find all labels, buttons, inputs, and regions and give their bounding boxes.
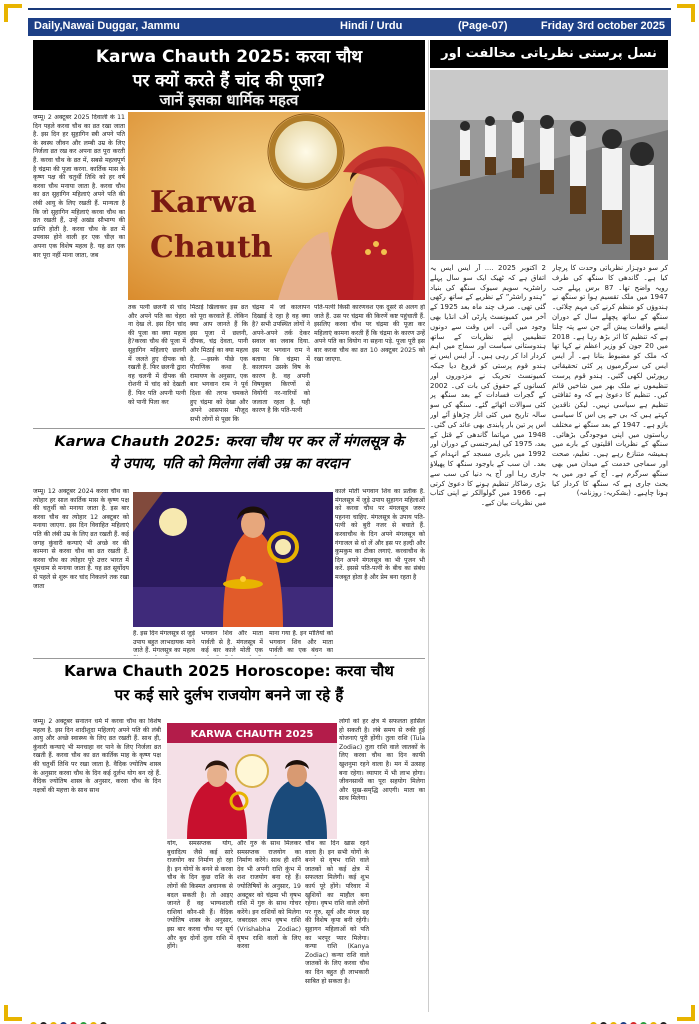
footer bbox=[0, 1012, 699, 1024]
masthead-rule bbox=[28, 8, 671, 10]
article2-headline bbox=[33, 428, 425, 478]
corner-decoration bbox=[677, 4, 695, 22]
illustration-title-2: Chauth bbox=[150, 230, 273, 265]
illustration-title-1: Karwa bbox=[150, 185, 257, 220]
corner-decoration bbox=[4, 1005, 22, 1021]
article3-col2: योग, समसप्तक योग, बुधादित्य जैसे कई सारे राजयोग का निर्माण हो रहा है। इन योगों के बनने से करवा चौथ के दिन कुछ राशि के लोगों की किस्मत अचानक से बदल सकती है। तो आइए जानते हैं वह भाग्यशाली राशियां कौन-सी हैं। वैदिक ज्योतिष शास्त्र के अनुसार, इस बार करवा चौथ पर सूर्य और बुध दोनों तुला राशि में होंगे। bbox=[167, 840, 233, 951]
article1-col5: पति-पत्नी किसी कारणवश एक दूसरे से अलग हो जाते हैं. उस पर चंद्रमा की किरणें कष्ट पहुंचाती हैं. इसलिए करवा चौथ पर चंद्रमा की पूजा कर महिलाएं कामना करती हैं कि चंद्रमा के कारण उन्हें अपने पति का वियोग ना सहना पड़े. पूजा पूरी इस बार करवा चौथ का व्रत 10 अक्टूबर 2025 को रखा जाएगा. bbox=[314, 304, 425, 363]
urdu-col-right: کر سو دوہزار نظریاتی وحدت کا پرچار کیا ہے۔ گاندھی کا سنگھ کی طرف رویہ واضح تھا۔ 87 برس پہلے جب 1947 میں ملک تقسیم ہوا تو سنگھ نے ہندوؤں کو منظم کرنے کی مہم چلائی۔ سنگھ کے ساتھ پچھلے سال کے دوران ایسے واقعات پیش آئے جن سے پتہ چلتا ہے کہ تنظیم کا اثر بڑھ رہا ہے۔ 2018 میں 20 جون کو وزیر اعظم نے کہا تھا کہ ملک کو مضبوط بنانا ہے۔ آر ایس ایس کی سرگرمیوں پر کئی تحقیقاتی رپورٹیں لکھی گئیں۔ ہندو قوم پرست تنظیموں نے ملک بھر میں شاخیں قائم کیں۔ تنظیم کا دعویٰ ہے کہ وہ ثقافتی تنظیم ہے سیاسی نہیں۔ لیکن ناقدین کہتے ہیں کہ بی جے پی اس کا سیاسی بازو ہے۔ 1947 کے بعد سنگھ نے مختلف ریاستوں میں اپنی موجودگی بڑھائی۔ سنگھ کے نظریات اقلیتوں کے بارے میں ہمیشہ متنازع رہے ہیں۔ تعلیم، صحت اور سماجی خدمت کے میدان میں بھی سنگھ سرگرم ہے۔ آج کے دور میں یہ بحث جاری ہے کہ سنگھ کا کردار کیا ہونا چاہیے۔ (بشکریہ: روزنامہ) bbox=[552, 264, 668, 498]
karwa-chauth-illustration bbox=[128, 112, 425, 300]
article2-bottom3: माना गया है. इन मोतियों को भगवान शिव और माता पार्वती का एक बंधन का bbox=[269, 630, 333, 655]
urdu-headline: نسل پرستی نظریاتی مخالفت اور bbox=[430, 40, 668, 68]
masthead bbox=[0, 0, 699, 40]
article1-headline-line3: जानें इसका धार्मिक महत्व bbox=[159, 91, 299, 109]
language-label: Hindi / Urdu bbox=[340, 20, 403, 32]
article2-headline-line1: Karwa Chauth 2025: करवा चौथ पर कर लें मंगलसूत्र के bbox=[54, 434, 404, 450]
rss-march-photo bbox=[430, 70, 668, 260]
illustration-banner: KARWA CHAUTH 2025 bbox=[190, 729, 314, 740]
article3-headline-line1: Karwa Chauth 2025 Horoscope: करवा चौथ bbox=[64, 662, 394, 680]
page-number: (Page-07) bbox=[458, 20, 508, 32]
urdu-section bbox=[430, 40, 668, 1015]
article1-col2: तक पत्नी छलनी से चांद और अपने पति का चेहरा ना देख ले. इस दिन चांद की पूजा का क्या महत्व है?करवा चौथ की पूजा में सुहागिन महिलाएं छलनी में जलते हुए दीपक को रखती हैं. फिर छलनी द्वारा वह चलनी में दीपक की रोशनी में चांद को देखती हैं. फिर पति अपनी पत्नी को पानी पिला कर bbox=[128, 304, 186, 406]
masthead-bar bbox=[28, 18, 671, 36]
issue-date: Friday 3rd october 2025 bbox=[540, 20, 665, 32]
article1-headline bbox=[33, 40, 425, 110]
article2-headline-line2: ये उपाय, पति को मिलेगा लंबी उम्र का वरदान bbox=[109, 456, 349, 472]
article1-col3: मिठाई खिलाकर इस व्रत को पूरा करवाते हैं. लेकिन क्या आप जानते हैं कि इस पूजा में छलनी, दीपक, चंद्र देवता, पानी और मिठाई का क्या महत्व है. —इसके पीछे एक पौराणिक कथा है. रामायण के अनुसार, एक बार भगवान राम ने पूर्व दिशा की तरफ चमकते हुए चंद्रमा को देखा और अपने आसपास मौजूद सभी लोगों से पूछा कि bbox=[190, 304, 248, 423]
article3-headline bbox=[33, 658, 425, 710]
footer-dots-left bbox=[30, 1014, 110, 1022]
article1-headline-line1: Karwa Chauth 2025: करवा चौथ bbox=[95, 47, 363, 67]
article3-col4: चौथ का दिन खास रहने वाला है। इन सभी योगों के बनने से वृषभ राशि वाले जातकों को कई क्षेत्र में सफलता मिलेगी। कई शुभ कार्य पूरे होंगे। परिवार में खुशियों का माहौल बना रहेगा। वृषभ राशि वाले लोगों पर गुरु, सूर्य और मंगल ग्रह की विशेष कृपा बनी रहेगी। सुहागन महिलाओं को पति का भरपूर प्यार मिलेगा। कन्या राशि (Kanya Zodiac) कन्या राशि वाले जातकों के लिए करवा चौथ का दिन बहुत ही लाभकारी साबित हो सकता है। bbox=[305, 840, 369, 985]
corner-decoration bbox=[677, 1005, 695, 1021]
footer-dots-right bbox=[590, 1014, 670, 1022]
article2-col1: जम्मू। 12 अक्टूबर 2024 करवा चौथ का त्योहार हर साल कार्तिक मास के कृष्ण पक्ष की चतुर्थी को मनाया जाता है. इस बार करवा चौथ का त्योहार 12 अक्टूबर को मनाया जाएगा. इस दिन विवाहित महिलाएं पति की लंबी उम्र के लिए व्रत रखती हैं. कई जगह कुंवारी कन्याएं भी अच्छे वर की कामना से करवा चौथ का व्रत रखती हैं. करवा चौथ का त्योहार पूरे उत्तर भारत में धूमधाम से मनाया जाता है. यह व्रत सूर्योदय से पहले से शुरू कर चांद निकलने तक रखा जाता bbox=[33, 488, 129, 590]
newspaper-name: Daily,Nawai Duggar, Jammu bbox=[34, 20, 180, 32]
mangalsutra-illustration bbox=[133, 492, 333, 627]
article1-col4: चंद्रमा में जो कालापन दिखाई दे रहा है वह क्या है? सभी उपस्थित लोगों ने अपने-अपने तर्क देकर सवाल का जवाब दिया. इस पर भगवान राम ने बताया कि चंद्रमा में कालापन उसके विष के कारण है. वह अपनी विषयुक्त किरणों से वियोगी नर-नारियों को जलाता रहता है. यही कारण है कि पति-पत्नी bbox=[252, 304, 310, 415]
urdu-col-left: 2 اکتوبر 2025 .... آر ایس ایس یہ اتفاق ہے کہ ٹھیک ایک سو سال پہلے راشٹریہ سویم سیوک سنگھ کی بنیاد “ہندو راشٹر” کے نظریے کے ساتھ رکھی گئی تھی۔ صرف چند ماہ بعد 1925 کے آخر میں کمیونسٹ پارٹی آف انڈیا بھی وجود میں آئی۔ اس وقت سے دونوں تنظیمیں اپنے نظریات کے ساتھ ہندوستانی سیاست اور سماج میں اہم کردار ادا کر رہی ہیں۔ آر ایس ایس نے ہندو قوم پرستی کو فروغ دیا جبکہ کمیونسٹ تحریک نے مزدوروں اور کسانوں کے حقوق کی بات کی۔ 2002 کے گجرات فسادات کے بعد سنگھ پر کئی سوالات اٹھائے گئے۔ سنگھ کی سو سالہ تاریخ میں کئی اتار چڑھاؤ آئے اور اس پر تین بار پابندی بھی عائد کی گئی۔ 1948 میں مہاتما گاندھی کے قتل کے بعد، 1975 کی ایمرجنسی کے دوران اور 1992 میں بابری مسجد کے انہدام کے بعد۔ ان سب کے باوجود سنگھ کا پھیلاؤ جاری رہا اور آج یہ دنیا کی سب سے بڑی رضاکار تنظیم ہونے کا دعویٰ کرتی ہے۔ 1966 میں گولوالکر نے اپنی کتاب میں نظریات بیان کیے۔ bbox=[430, 264, 546, 508]
hindi-section bbox=[33, 40, 425, 1015]
corner-decoration bbox=[4, 4, 22, 22]
horoscope-illustration bbox=[167, 723, 337, 839]
article3-col1: जम्मू। 2 अक्टूबर सनातन धर्म में करवा चौथ का विशेष महत्व है. इस दिन शादीशुदा महिलाएं अपने पति की लंबी आयु और अच्छे स्वास्थ्य के लिए व्रत रखती हैं. साथ ही, कुंवारी कन्याएं भी मनचाहा वर पाने के लिए निर्जला व्रत रखती हैं. करवा चौथ का व्रत कार्तिक माह के कृष्ण पक्ष की चतुर्थी तिथि पर रखा जाता है. वैदिक ज्योतिष शास्त्र के अनुसार करवा चौथ के दिन कई दुर्लभ योग बन रहे हैं. वैदिक ज्योतिष शास्त्र के अनुसार, करवा चौथ के दिन नक्षत्रों की महत्ता के साथ साथ bbox=[33, 718, 161, 794]
article1-headline-line2: पर क्यों करते हैं चांद की पूजा? bbox=[132, 71, 326, 91]
column-divider bbox=[428, 40, 429, 1012]
article3-col3: और गुरु के साथ मिलकर समसप्तक राजयोग का निर्माण करेंगे। साथ ही शनि देव भी अपनी राशि कुंभ में शश राजयोग बना रहे हैं। ज्योतिषियों के अनुसार, 19 अक्टूबर को चंद्रमा भी वृषभ राशि में गुरु के साथ गोचर करेंगे। इन राशियों को मिलेगा जबरदस्त लाभ वृषभ राशि (Vrishabha Zodiac) वृषभ राशि वालों के लिए करवा bbox=[237, 840, 301, 951]
article2-bottom2: भगवान शिव और माता पार्वती से है. मंगलसूत्र में कई बार काले मोती एक bbox=[201, 630, 263, 655]
article3-col5: लोगों को हर क्षेत्र में सफलता हासिल हो सकती है। लंबे समय से रुकी हुई योजनाएं पूरी होंगी। तुला राशि (Tula Zodiac) तुला राशि वाले जातकों के लिए करवा चौथ का दिन काफी खुशनुमा रहने वाला है। मन में उत्साह बना रहेगा। व्यापार में भी लाभ होगा। जीवनसाथी का पूरा सहयोग मिलेगा और सुख-समृद्धि आएगी। माता का साथ मिलेगा। bbox=[339, 718, 425, 803]
article3-headline-line2: पर कई सारे दुर्लभ राजयोग बनने जा रहे हैं bbox=[114, 686, 344, 704]
article2-col6: काले मोती भगवान शिव का प्रतीक हैं. मंगलसूत्र में जुड़े उपाय सुहागन महिलाओं को करवा चौथ पर मंगलसूत्र जरूर पहनना चाहिए. मंगलसूत्र के उपाय पति-पत्नी को बुरी नजर से बचाते हैं. करवाचौथ के दिन अपने मंगलसूत्र को गंगाजल से धो लें और इस पर हल्दी और कुमकुम का टीका लगाएं. करवाचौथ के दिन अपने मंगलसूत्र का भी पूजन भी करें. इससे पति-पत्नी के बीच का संबंध मजबूत होता है और प्रेम बना रहता है bbox=[335, 488, 425, 581]
article2-bottom1: है. इस दिन मंगलसूत्र से जुड़े उपाय बहुत लाभदायक माने जाते हैं. मंगलसूत्र का महत्व bbox=[133, 630, 195, 655]
article1-col1: जम्मू। 2 अक्टूबर 2025 दिवाली के 11 दिन पहले करवा चौथ का व्रत रखा जाता है. इस दिन हर सुहागिन स्त्री अपने पति के स्वस्थ जीवन और लम्बी उम्र के लिए निर्जला व्रत रख कर अपना व्रत पूरा करती हैं. करवा चौथ के व्रत में, सबसे महत्वपूर्ण है चंद्रमा की पूजा करना. कार्तिक मास के कृष्ण पक्ष की चतुर्थी तिथि को हर वर्ष करवा चौथ मनाया जाता है. करवा चौथ का व्रत सुहागिन महिलाएं अपने पति की लंबी आयु के लिए रखती हैं. मान्यता है कि जो सुहागिन महिलाएं करवा चौथ का व्रत रखती हैं, उन्हें अखंड सौभाग्य की प्राप्ति होती है. करवा चौथ के व्रत में उपवास होने वाली हर एक चीज़ का अपना एक विशेष महत्व है. यह व्रत एक बार पूरा नहीं माना जाता, जब bbox=[33, 114, 125, 259]
